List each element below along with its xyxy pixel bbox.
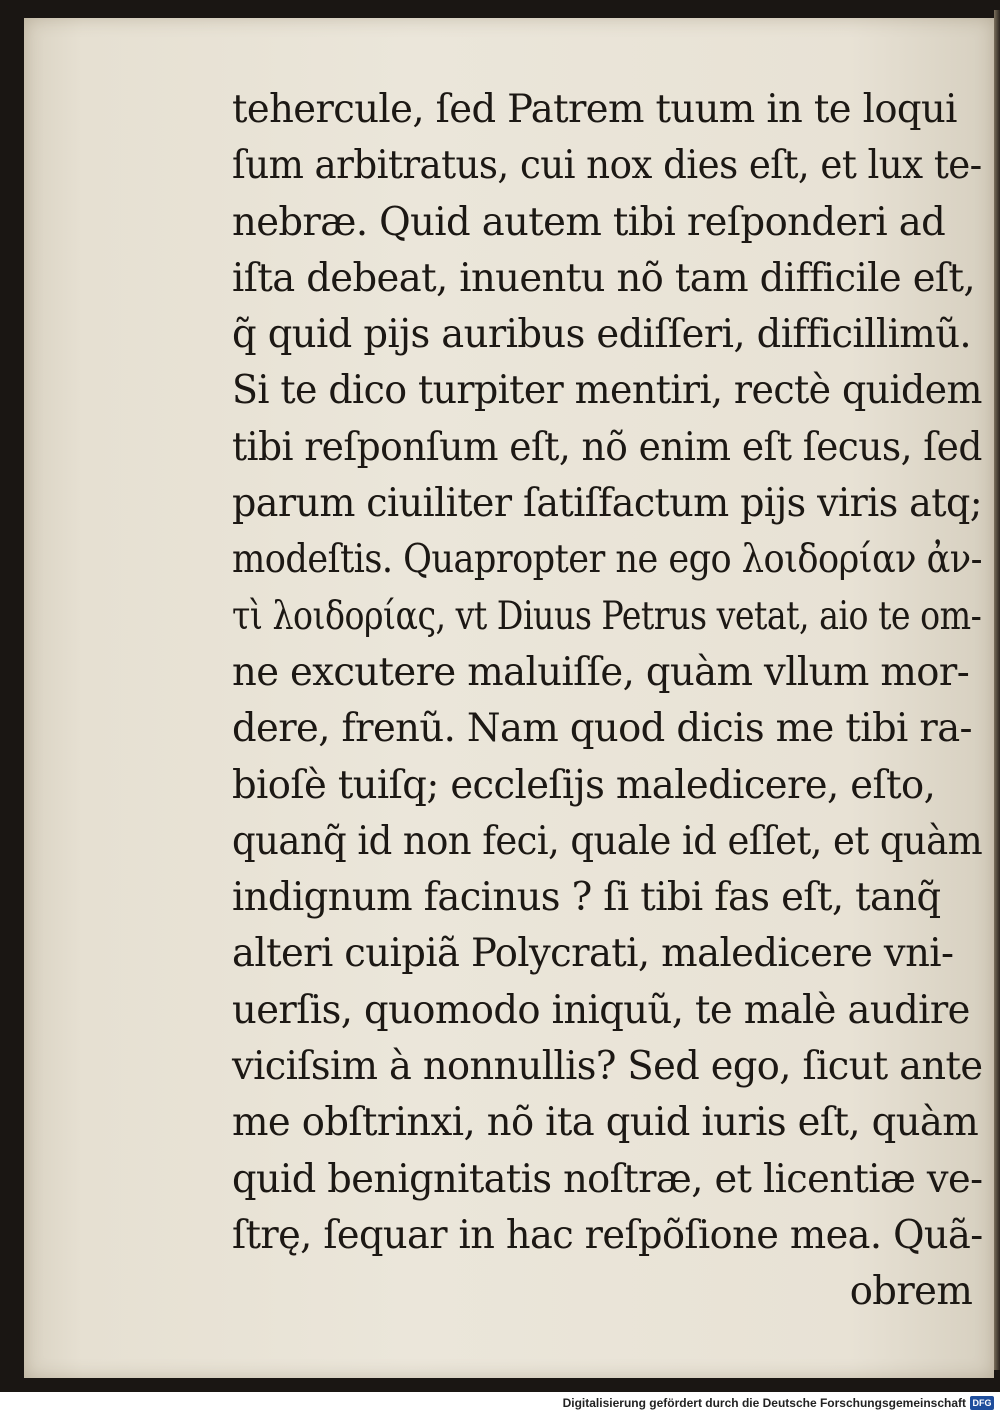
text-line: quanq̃ id non feci, quale id eſſet, et quàm [232,818,983,864]
text-line: me obſtrinxi, nõ ita quid iuris eſt, quàm [232,1100,979,1146]
text-line: viciſsim à nonnullis? Sed ego, ſicut ante [232,1044,983,1090]
text-line: ne excutere maluiſſe, quàm vllum mor- [232,649,970,695]
catchword: obrem [849,1269,973,1315]
text-line: parum ciuiliter ſatiſfactum pijs viris atq; [232,481,982,527]
dfg-logo: DFG [970,1396,994,1410]
text-line: q̃ quid pijs auribus ediſſeri, difficillimũ. [232,312,972,358]
page-edge [994,10,1000,1370]
text-line: quid benignitatis noſtræ, et licentiæ ve- [232,1156,983,1202]
text-line: τὶ λοιδορίας, vt Diuus Petrus vetat, aio te om- [232,593,982,639]
text-line: uerſis, quomodo iniquũ, te malè audire [232,987,970,1033]
book-page [24,18,994,1378]
text-line: iſta debeat, inuentu nõ tam difficile eſt, [232,255,976,301]
text-line: modeſtis. Quapropter ne ego λοιδορίαν ἀν- [232,537,982,583]
text-line: alteri cuipiã Polycrati, maledicere vni- [232,931,954,977]
text-line: ſtrę, ſequar in hac reſpõſione mea. Quã- [232,1212,983,1258]
page-text [232,82,992,1321]
text-line: nebræ. Quid autem tibi reſponderi ad [232,199,946,245]
text-line: tibi reſponſum eſt, nõ enim eſt ſecus, ſed [232,424,982,470]
text-line: dere, frenũ. Nam quod dicis me tibi ra- [232,706,972,752]
footer-bar [0,1392,1000,1416]
text-line: indignum facinus ? ſi tibi fas eſt, tanq̃ [232,875,941,921]
text-line: Si te dico turpiter mentiri, rectè quidem [232,368,982,414]
funding-credit: Digitalisierung gefördert durch die Deutsche Forschungsgemeinschaft [562,1396,966,1410]
text-line: tehercule, ſed Patrem tuum in te loqui [232,87,957,132]
text-line: ſum arbitratus, cui nox dies eſt, et lux te- [232,143,982,189]
text-line: bioſè tuiſq; eccleſijs maledicere, eſto, [232,762,936,808]
